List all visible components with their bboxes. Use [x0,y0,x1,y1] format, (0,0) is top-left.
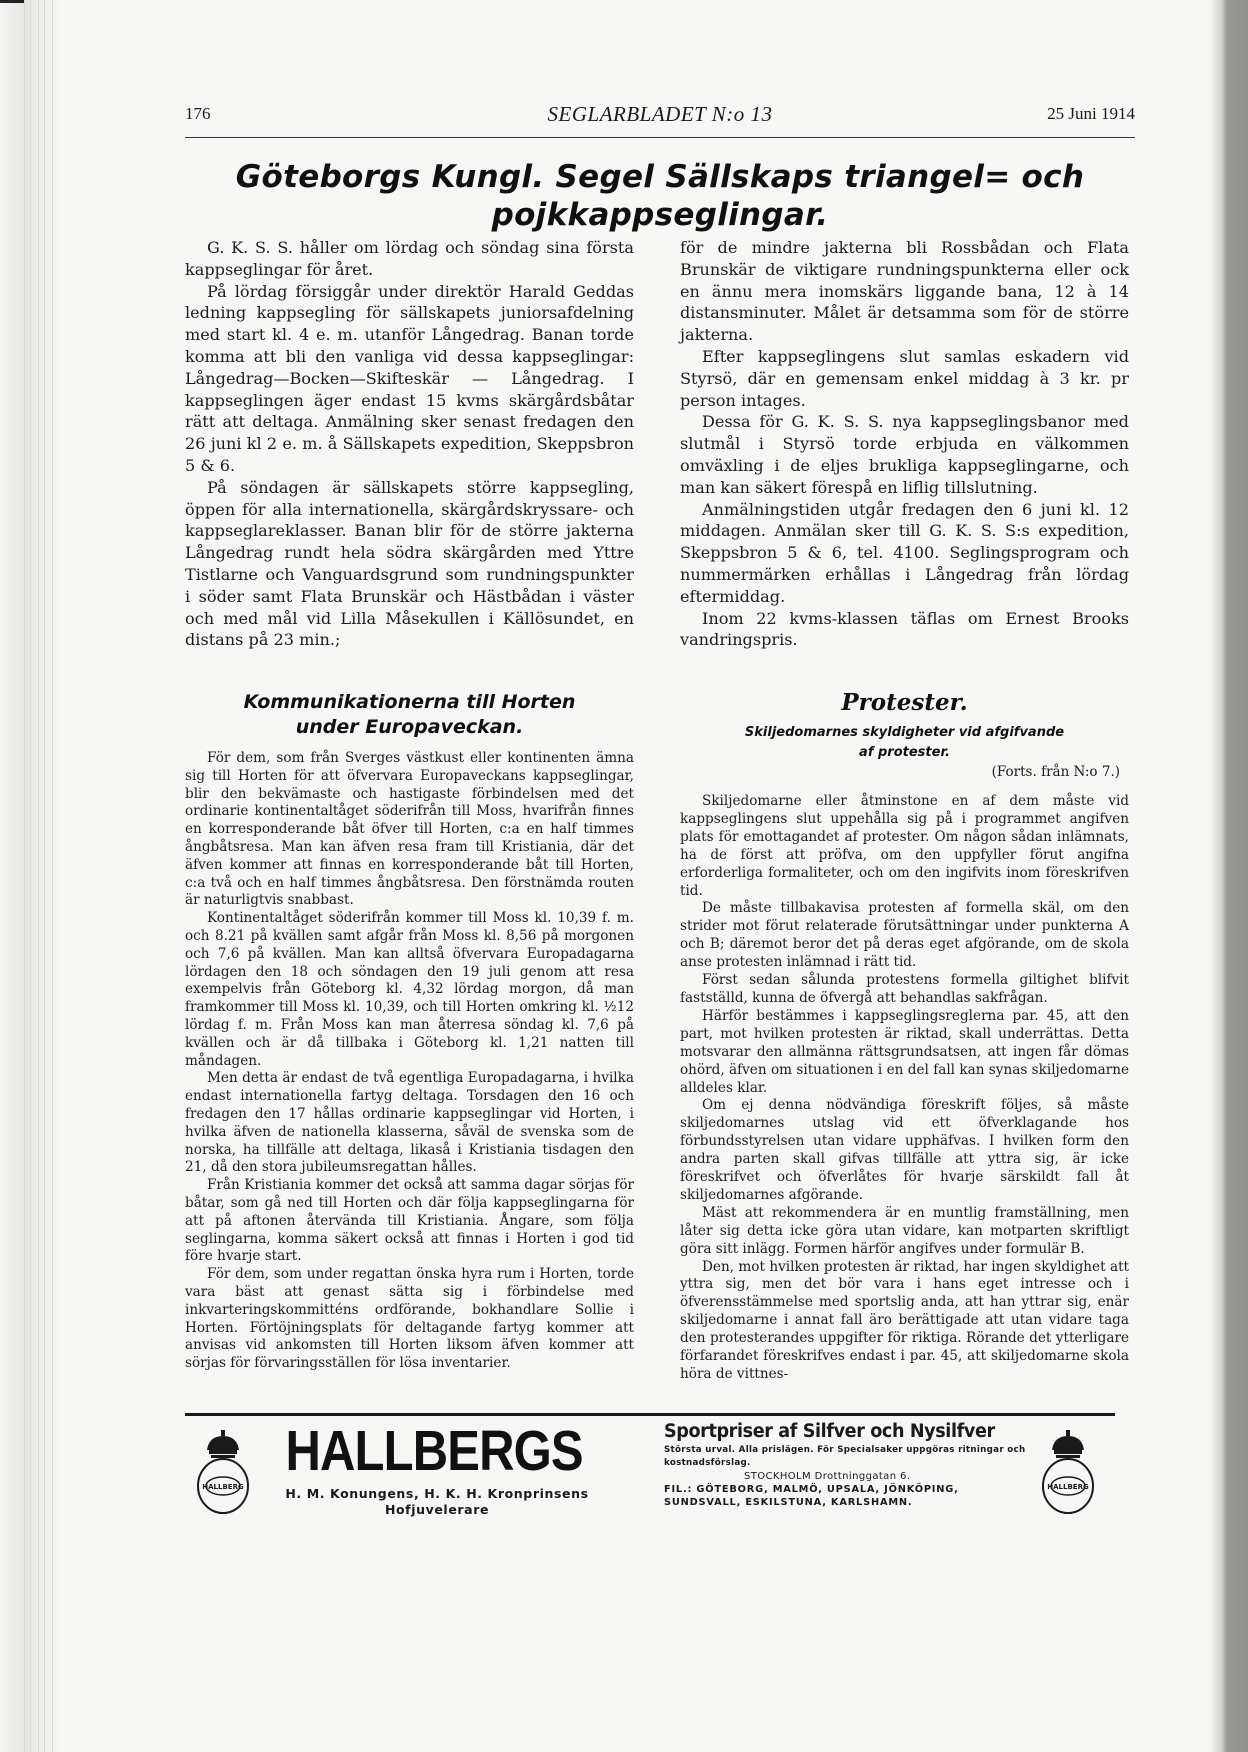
paragraph: Från Kristiania kommer det också att samma dagar sörjas för båtar, som gå ned till Horten och där följa kappseglingarna för att på aftonen återvända till Kristiania. Ångare, som följa seglingarna, komma säkert också att finnas i Horten i god tid före hvarje start. [185,1177,634,1265]
royal-warrant-seal-icon [1040,1428,1096,1518]
paragraph: Först sedan sålunda protestens formella giltighet blifvit fastställd, kunna de öfvergå att behandlas sakfrågan. [680,972,1129,1006]
main-title-line-2: pojkkappseglingar. [491,197,829,233]
paragraph: Om ej denna nödvändiga föreskrift följes, så måste skiljedomarnes utslag vid ett öfverklagande hos förbundsstyrelsen utan vidare upphäfvas. I hvilken form den andra parten skall gifvas tillfälle att yttra sig, är icke föreskrifvet och öfverlåtes för hvarje särskildt fall åt skiljedomarnes afgörande. [680,1097,1129,1203]
scan-corner-mark [0,0,24,3]
paragraph: Anmälningstiden utgår fredagen den 6 juni kl. 12 middagen. Anmälan sker till G. K. S. S:s expedition, Skeppsbron 5 & 6, tel. 4100. Seglingsprogram och nummermärken erhållas i Långedrag från lördag eftermiddag. [680,499,1129,606]
paragraph: Den, mot hvilken protesten är riktad, har ingen skyldighet att yttra sig, men det bör vara i hans eget intresse och i öfverensstämmelse med sportslig anda, att han yttrar sig, enär skiljedomarne i annat fall äro berättigade att utan vidare taga den protesterandes uppgifter för riktiga. Rörande det ytterligare förfarandet föreskrifves endast i par. 45, att skiljedomarne skola höra de vittnes- [680,1258,1129,1382]
paragraph: Efter kappseglingens slut samlas eskadern vid Styrsö, där en gemensam enkel middag à 3 kr. pr person intages. [680,346,1129,410]
advertisement-branches: FIL.: GÖTEBORG, MALMÖ, UPSALA, JÖNKÖPING, SUNDSVALL, ESKILSTUNA, KARLSHAMN. [664,1484,959,1508]
paragraph: Kontinentaltåget söderifrån kommer till Moss kl. 10,39 f. m. och 8.21 på kvällen samt afgår från Moss kl. 8,56 på morgonen och 7,6 på kvällen. Man kan alltså öfvervara Europadagarna lördagen den 18 och söndagen den 19 juli genom att resa exempelvis från Göteborg kl. 4,32 lördag morgon, då man framkommer till Moss kl. 10,39, och till Horten omkring kl. ½12 lördag f. m. Från Moss kan man återresa söndag kl. 7,6 på kvällen och är då tillbaka i Göteborg kl. 1,21 natten till måndagen. [185,910,634,1069]
protester-article-body [680,793,1129,1384]
royal-warrant-seal-icon [195,1428,251,1518]
advertisement-headline: Sportpriser af Silfver och Nysilfver [664,1421,995,1442]
paragraph: De måste tillbakavisa protesten af formella skäl, om den strider mot förut relaterade förutsättningar under punkterna A och B; däremot beror det på deras eget afgörande, om de skola anse protesten inlämnad i rätt tid. [680,900,1129,971]
page-binding-left [0,0,64,1752]
paragraph: På lördag försiggår under direktör Harald Geddas ledning kappsegling för sällskapets juniorsafdelning med start kl. 4 e. m. utanför Långedrag. Banan torde komma att bli den vanliga vid dessa kappseglingar: Långedrag—Bocken—Skifteskär — Långedrag. I kappseglingen äger endast 15 kvms skärgårdsbåtar rätt att deltaga. Anmälning sker senast fredagen den 26 juni kl 2 e. m. å Sällskapets expedition, Skeppsbron 5 & 6. [185,281,634,475]
main-article-title [185,158,1135,234]
paragraph: G. K. S. S. håller om lördag och söndag sina första kappseglingar för året. [185,238,634,279]
protester-subtitle-line-1: Skiljedomarnes skyldigheter vid afgifvande [744,725,1065,740]
seal-center-text: HALLBERG [1047,1483,1089,1491]
page-gutter-shadow [1210,0,1248,1752]
page-number: 176 [185,104,211,123]
issue-date: 25 Juni 1914 [1047,104,1135,123]
horten-article-title [185,690,634,740]
paragraph: Mäst att rekommendera är en muntlig framställning, men låter sig detta icke göra utan vidare, kan motparten skriftligt göra sitt inlägg. Formen härför angifves under formulär B. [680,1204,1129,1257]
protester-subtitle-line-2: af protester. [859,745,950,760]
running-head [185,100,1135,138]
publication-title: SEGLARBLADET N:o 13 [547,102,773,126]
horten-title-line-1: Kommunikationerna till Horten [243,691,576,713]
paragraph: Dessa för G. K. S. S. nya kappseglingsbanor med slutmål i Styrsö torde erbjuda en välkommen omväxling i de eljes brukliga kappseglingarne, och man kan säkert förespå en liflig tillslutning. [680,412,1129,497]
continuation-note: (Forts. från N:o 7.) [991,764,1120,780]
main-title-line-1: Göteborgs Kungl. Segel Sällskaps triangel= och [235,159,1085,195]
paragraph: Härför bestämmes i kappseglingsreglerna par. 45, att den part, mot hvilken protesten är riktad, skall underrättas. Detta motsvarar den allmänna rättsgrundsatsen, att ingen får dömas ohörd, äfven om situationen i en del fall kan synas skiljedomarne alldeles klar. [680,1007,1129,1096]
paragraph: för de mindre jakterna bli Rossbådan och Flata Brunskär de viktigare rundningspunkterna eller ock en ännu mera inomskärs liggande bana, 12 à 14 distansminuter. Målet är detsamma som för de större jakterna. [680,238,1129,345]
brand-name: HALLBERGS [285,1419,583,1483]
brand-subtitle-line-1: H. M. Konungens, H. K. H. Kronprinsens [285,1486,589,1501]
paragraph: För dem, som under regattan önska hyra rum i Horten, torde vara bäst att genast sätta sig i förbindelse med inkvarteringskommitténs ordförande, bokhandlare Sollie i Horten. Förtöjningsplats för deltagande fartyg kommer att anvisas vid ankomsten till Horten liksom äfven kommer att sörjas för förvaringsställen för lösa inventarier. [185,1266,634,1372]
horten-title-line-2: under Europaveckan. [295,716,524,738]
protester-article-title: Protester. [841,689,968,716]
advertisement-address: STOCKHOLM Drottninggatan 6. [744,1471,911,1482]
advertisement-description: Största urval. Alla prislägen. För Specialsaker uppgöras ritningar och kostnadsförslag. [664,1445,1026,1468]
protester-article-subtitle [680,723,1129,763]
hallbergs-advertisement [185,1420,1115,1540]
main-article-left-column [185,237,634,651]
advertisement-divider [185,1413,1115,1416]
paragraph: Men detta är endast de två egentliga Europadagarna, i hvilka endast internationella fartyg deltaga. Torsdagen den 16 och fredagen den 17 hållas ordinarie kappseglingar vid Horten, i hvilka äfven de nationella klasserna, såväl de svenska som de norska, ha tillfälle att deltaga, likaså i Kristiania tisdagen den 21, då den stora jubileumsregattan hålles. [185,1070,634,1176]
paragraph: Skiljedomarne eller åtminstone en af dem måste vid kappseglingens slut uppehålla sig på i programmet angifven plats för emottagandet af protester. Om någon sådan inlämnats, ha de först att pröfva, om den uppfyller förut angifna erforderliga formaliteter, och om den ingifvits inom föreskrifven tid. [680,793,1129,899]
main-article-right-column [680,237,1129,651]
horten-article-body [185,750,634,1373]
brand-subtitle [267,1486,607,1518]
brand-subtitle-line-2: Hofjuvelerare [384,1502,490,1517]
advertisement-details [664,1420,1029,1509]
paragraph: För dem, som från Sverges västkust eller kontinenten ämna sig till Horten för att öfvervara Europaveckans kappseglingar, blir den bekvämaste och hastigaste förbindelsen med det ordinarie kontinentaltåget söderifrån till Moss, hvarifrån finnes en korresponderande båt öfver till Horten, c:a en half timmes ångbåtsresa. Man kan äfven resa fram till Kristiania, där det äfven kommer att finnas en korresponderande båt till Horten, c:a två och en half timmes ångbåtsresa. Den förstnämda routen är naturligtvis snabbast. [185,750,634,909]
paragraph: På söndagen är sällskapets större kappsegling, öppen för alla internationella, skärgårdskryssare- och kappseglareklasser. Banan blir för de större jakterna Långedrag rundt hela södra skärgården med Yttre Tistlarne och Vanguardsgrund som rundningspunkter i söder samt Flata Brunskär och Hästbådan i väster och med mål vid Lilla Måsekullen i Källösundet, en distans på 23 min.; [185,477,634,650]
seal-center-text: HALLBERG [202,1483,244,1491]
paragraph: Inom 22 kvms-klassen täflas om Ernest Brooks vandringspris. [680,608,1129,650]
